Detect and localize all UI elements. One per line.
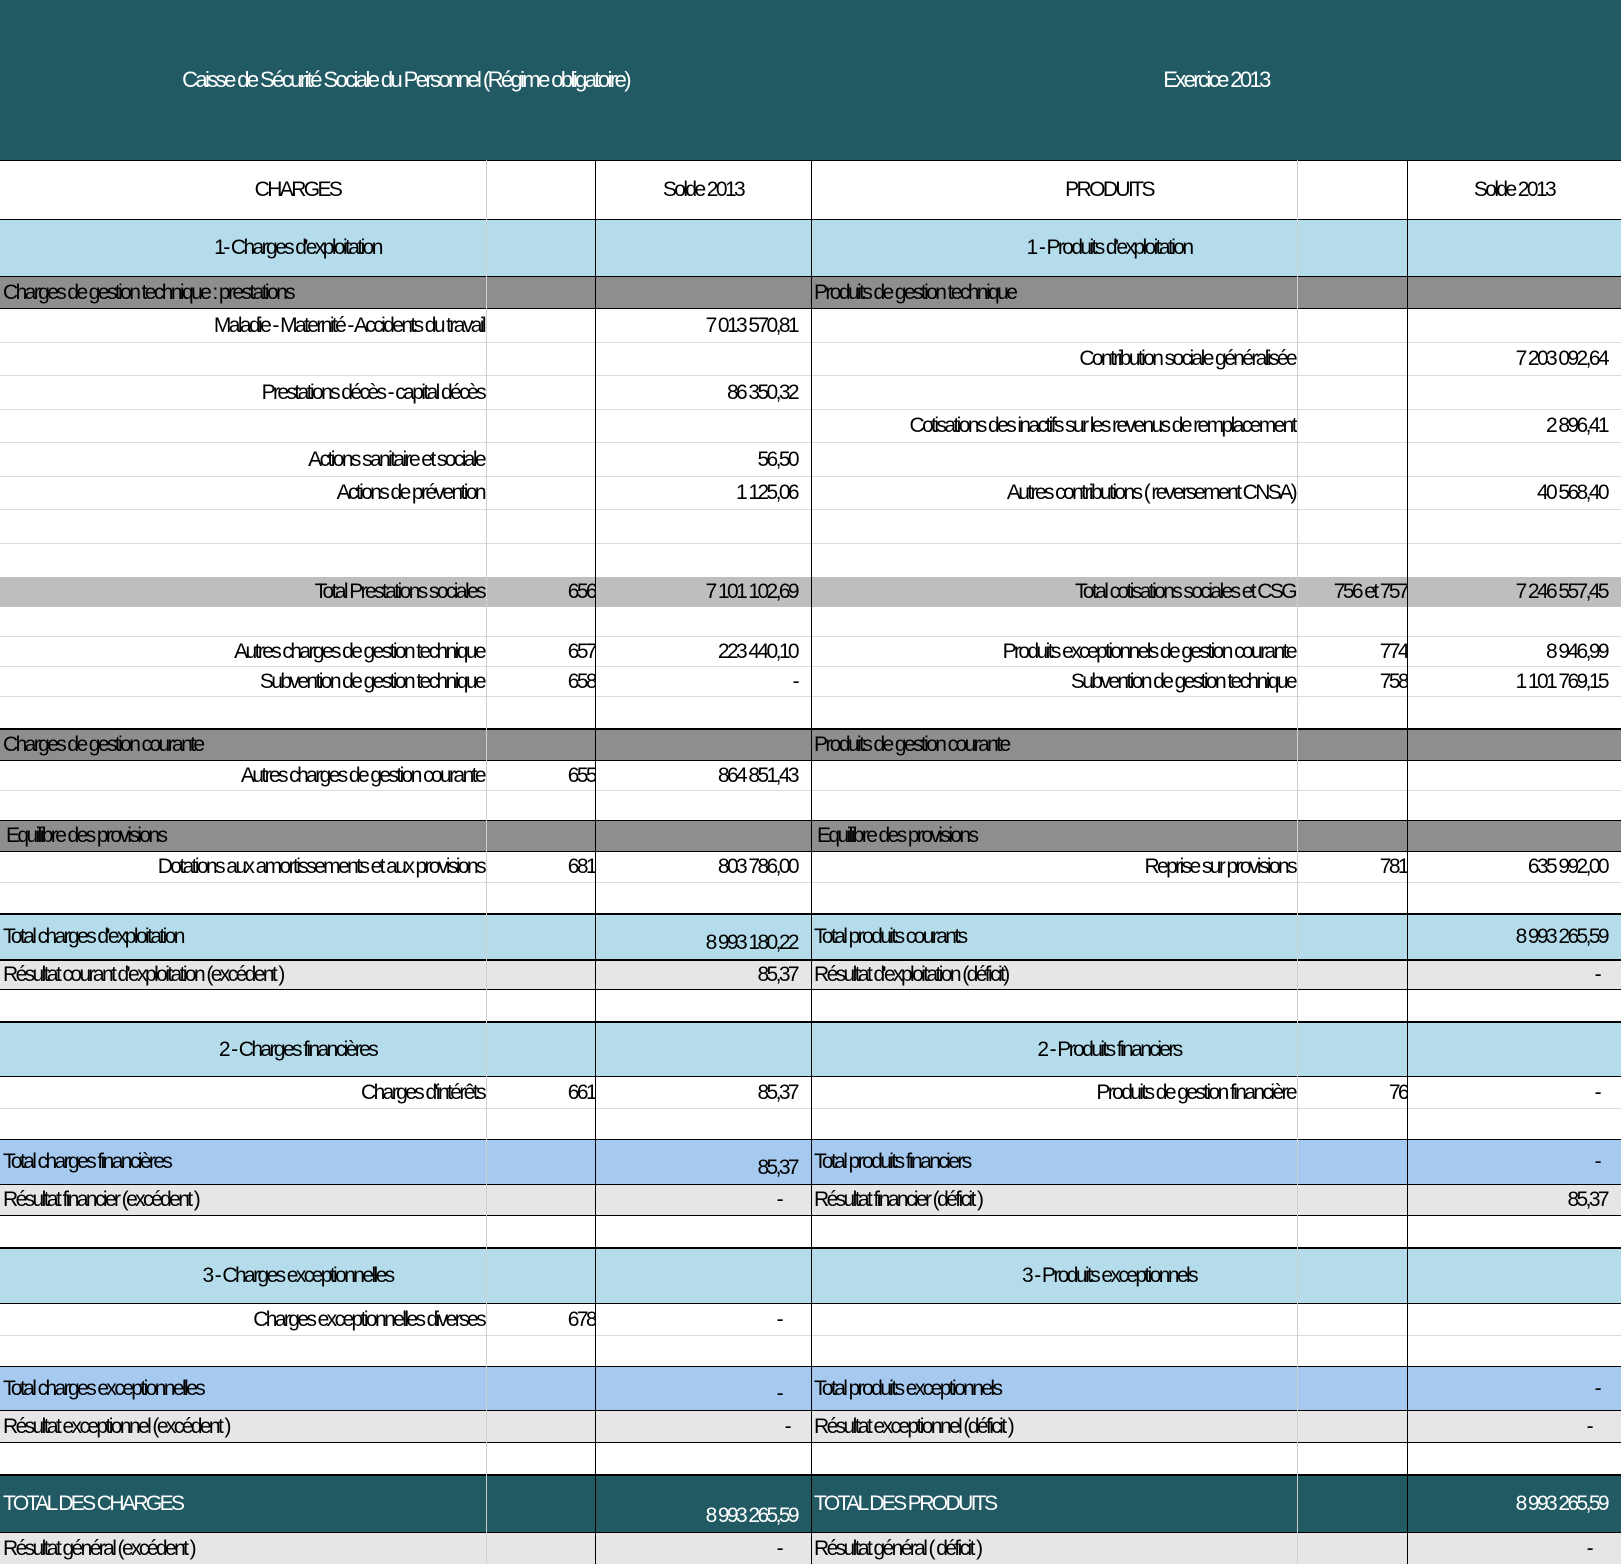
produits-fin-total-value: -: [1594, 1150, 1599, 1173]
charges-courante-group-label: Charges de gestion courante: [3, 733, 203, 756]
produits-total-value: 8 993 265,59: [1515, 925, 1607, 948]
charges-exc-result-value: -: [784, 1414, 789, 1438]
result-exceptionnel-row: [0, 1411, 1621, 1443]
produits-financier-title: 2 - Produits financiers: [1037, 1037, 1181, 1061]
charges-general-result-value: -: [776, 1536, 781, 1560]
produit-account: 76: [1388, 1080, 1407, 1104]
charge-value: 223 440,10: [717, 639, 797, 663]
charges-prov-group-label: Equilibre des provisions: [6, 824, 166, 847]
empty-row: [0, 607, 1621, 637]
charge-label: Subvention de gestion technique: [259, 669, 484, 693]
produits-exc-total-label: Total produits exceptionnels: [814, 1376, 1001, 1400]
total-charges-label: TOTAL DES CHARGES: [3, 1492, 183, 1515]
charges-result-label: Résultat courant d'exploitation (excédent ): [3, 963, 283, 986]
charge-label: Actions sanitaire et sociale: [308, 447, 484, 471]
table-row: [0, 376, 1621, 410]
produit-value: 40 568,40: [1536, 481, 1607, 504]
charge-label: Autres charges de gestion technique: [234, 639, 484, 663]
period-title: Exercice 2013: [1163, 67, 1269, 92]
produits-result-value: -: [1594, 963, 1599, 986]
table-row: [0, 761, 1621, 791]
charge-label: Autres charges de gestion courante: [240, 763, 484, 787]
total-produits-label: TOTAL DES PRODUITS: [814, 1492, 996, 1515]
group-provisions-row: [0, 820, 1621, 852]
section-financier-row: [0, 1021, 1621, 1077]
charge-label: Dotations aux amortissements et aux provisions: [157, 855, 484, 878]
produits-solde-header: Solde 2013: [1473, 178, 1555, 201]
charge-value: 86 350,32: [726, 380, 797, 404]
total-exceptionnel-row: [0, 1366, 1621, 1411]
produit-label: Produits exceptionnels de gestion courante: [1002, 639, 1295, 663]
table-row: [0, 309, 1621, 343]
produit-label: Reprise sur provisions: [1144, 855, 1295, 878]
charges-exceptionnel-title: 3 - Charges exceptionnelles: [202, 1264, 393, 1287]
total-prestations-value: 7 101 102,69: [705, 580, 797, 603]
charge-account: 661: [567, 1080, 595, 1104]
produit-value: 7 203 092,64: [1515, 347, 1607, 370]
charges-general-result-label: Résultat général (excédent ): [3, 1536, 195, 1560]
table-row: [0, 637, 1621, 667]
charge-value: 85,37: [757, 1080, 797, 1104]
produit-account: 781: [1379, 855, 1407, 878]
produit-account: 774: [1379, 639, 1407, 663]
empty-row: [0, 544, 1621, 577]
charge-label: Actions de prévention: [336, 481, 484, 504]
empty-row: [0, 1216, 1621, 1247]
produits-fin-result-value: 85,37: [1567, 1188, 1607, 1211]
charges-fin-result-value: -: [776, 1188, 781, 1211]
produits-exceptionnel-title: 3 - Produits exceptionnels: [1021, 1264, 1197, 1287]
empty-row: [0, 510, 1621, 544]
charge-label: Charges d'intérêts: [361, 1080, 484, 1104]
charges-fin-total-label: Total charges financières: [3, 1150, 171, 1173]
produits-total-label: Total produits courants: [814, 925, 966, 948]
produit-account: 758: [1379, 669, 1407, 693]
total-prestations-account: 656: [567, 580, 595, 603]
total-charges-value: 8 993 265,59: [705, 1504, 797, 1527]
charges-fin-total-value: 85,37: [757, 1156, 797, 1179]
produit-label: Contribution sociale généralisée: [1079, 347, 1295, 370]
total-cotisations-account: 756 et 757: [1333, 580, 1407, 603]
produit-value: 1 101 769,15: [1515, 669, 1607, 693]
produits-result-label: Résultat d'exploitation (déficit): [814, 963, 1008, 986]
charge-value: 1 125,06: [736, 481, 797, 504]
produits-exploitation-title: 1 - Produits d'exploitation: [1026, 236, 1192, 259]
charge-label: Prestations décès - capital décès: [261, 380, 484, 404]
charge-account: 658: [567, 669, 595, 693]
charges-column-header: CHARGES: [254, 178, 341, 201]
table-row: [0, 667, 1621, 697]
charge-value: 56,50: [757, 447, 797, 471]
produit-label: Cotisations des inactifs sur les revenus de remplacement: [909, 414, 1295, 437]
result-general-row: [0, 1532, 1621, 1564]
charges-financier-title: 2 - Charges financières: [218, 1037, 377, 1061]
table-row: [0, 1077, 1621, 1109]
table-row: [0, 343, 1621, 376]
charges-total-value: 8 993 180,22: [705, 931, 797, 954]
grand-total-row: [0, 1474, 1621, 1532]
charge-value: 803 786,00: [717, 855, 797, 878]
charge-value: -: [776, 1307, 781, 1331]
charge-label: Charges exceptionnelles diverses: [253, 1307, 484, 1331]
group-gestion-courante-row: [0, 728, 1621, 761]
group-gestion-technique-row: [0, 277, 1621, 309]
total-produits-value: 8 993 265,59: [1515, 1492, 1607, 1515]
charges-solde-header: Solde 2013: [662, 178, 744, 201]
charge-account: 681: [567, 855, 595, 878]
charges-exc-total-value: -: [776, 1382, 781, 1405]
table-row: [0, 443, 1621, 477]
charges-exc-result-label: Résultat exceptionnel (excédent ): [3, 1414, 229, 1438]
table-row: [0, 410, 1621, 443]
total-prestations-label: Total Prestations sociales: [314, 580, 484, 603]
column-header-row: [0, 160, 1621, 220]
charge-label: Maladie - Maternité - Accidents du travail: [213, 313, 484, 337]
total-prestations-row: [0, 577, 1621, 607]
produits-fin-total-label: Total produits financiers: [814, 1150, 970, 1173]
table-row: [0, 477, 1621, 510]
produit-value: 8 946,99: [1546, 639, 1607, 663]
produit-label: Subvention de gestion technique: [1070, 669, 1295, 693]
produits-courante-group-label: Produits de gestion courante: [814, 733, 1009, 756]
sheet-header: [0, 0, 1621, 160]
produit-value: -: [1594, 1080, 1599, 1104]
charge-account: 678: [567, 1307, 595, 1331]
empty-row: [0, 1336, 1621, 1366]
entity-title: Caisse de Sécurité Sociale du Personnel (Régime obligatoire): [182, 67, 629, 92]
produit-label: Autres contributions ( reversement CNSA): [1006, 481, 1295, 504]
table-row: [0, 852, 1621, 883]
empty-row: [0, 791, 1621, 820]
empty-row: [0, 883, 1621, 913]
charge-account: 657: [567, 639, 595, 663]
produits-exc-result-value: -: [1586, 1414, 1591, 1438]
empty-row: [0, 1109, 1621, 1139]
produit-value: 2 896,41: [1546, 414, 1607, 437]
charges-exc-total-label: Total charges exceptionnelles: [3, 1376, 204, 1400]
charges-fin-result-label: Résultat financier (excédent ): [3, 1188, 199, 1211]
produit-value: 635 992,00: [1527, 855, 1607, 878]
empty-row: [0, 990, 1621, 1021]
total-cotisations-value: 7 246 557,45: [1515, 580, 1607, 603]
charge-value: 7 013 570,81: [705, 313, 797, 337]
produits-prov-group-label: Equilibre des provisions: [817, 824, 977, 847]
charges-exploitation-title: 1- Charges d'exploitation: [214, 236, 381, 259]
empty-row: [0, 1443, 1621, 1474]
produits-column-header: PRODUITS: [1065, 178, 1153, 201]
charges-result-value: 85,37: [757, 963, 797, 986]
produits-general-result-value: -: [1586, 1536, 1591, 1560]
total-cotisations-label: Total cotisations sociales et CSG: [1074, 580, 1295, 603]
produit-label: Produits de gestion financière: [1096, 1080, 1295, 1104]
produits-general-result-label: Résultat général ( déficit ): [814, 1536, 981, 1560]
result-exploitation-row: [0, 959, 1621, 990]
produits-fin-result-label: Résultat financier (déficit ): [814, 1188, 982, 1211]
section-exploitation-row: [0, 220, 1621, 277]
charges-group-label: Charges de gestion technique : prestations: [3, 280, 294, 304]
charges-total-label: Total charges d'exploitation: [3, 925, 183, 948]
produits-exc-total-value: -: [1594, 1376, 1599, 1400]
table-row: [0, 1304, 1621, 1336]
empty-row: [0, 697, 1621, 728]
produits-exc-result-label: Résultat exceptionnel (déficit ): [814, 1414, 1013, 1438]
total-financier-row: [0, 1139, 1621, 1185]
produits-group-label: Produits de gestion technique: [814, 280, 1016, 304]
total-exploitation-row: [0, 913, 1621, 959]
section-exceptionnel-row: [0, 1247, 1621, 1304]
charge-account: 655: [567, 763, 595, 787]
result-financier-row: [0, 1185, 1621, 1216]
charge-value: -: [792, 669, 797, 693]
charge-value: 864 851,43: [717, 763, 797, 787]
